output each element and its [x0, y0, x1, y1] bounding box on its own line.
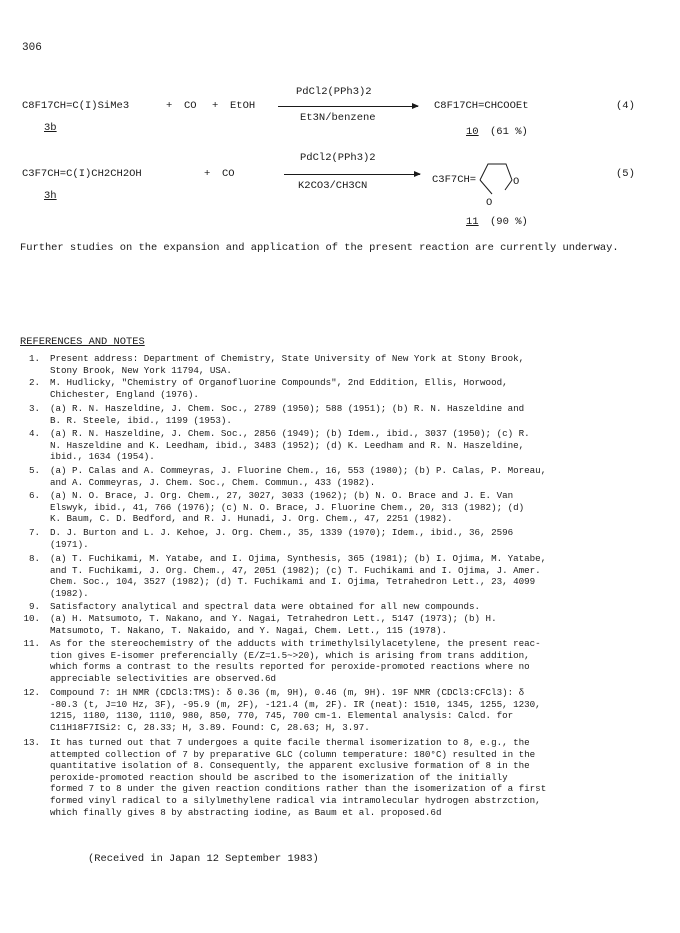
reaction5-catalyst: PdCl2(PPh3)2	[300, 152, 376, 164]
reference-text: Compound 7: 1H NMR (CDCl3:TMS): δ 0.36 (m, 9H), 0.46 (m, 9H). 19F NMR (CDCl3:CFCl3): δ -80.3 (t, J=10 Hz, 3F), -95.9 (m, 2F), -121.4 (m, 2F). IR (neat): 1510, 1345, 1255, 1230, 1215, 1180, 1130, 1110, 980, 850, 770, 745, 700 cm-1. Elemental analysis: Calcd. for C11H18F7ISi2: C, 28.33; H, 3.89. Found: C, 28.63; H, 3.97.	[50, 687, 541, 733]
reaction4-arrow	[278, 106, 418, 107]
reaction4-reactant-label: 3b	[44, 122, 57, 134]
reference-number: 2.	[28, 377, 40, 388]
closing-paragraph: Further studies on the expansion and application of the present reaction are currently underway.	[20, 242, 619, 254]
reference-number: 8.	[28, 553, 40, 564]
reaction5-reactant-label: 3h	[44, 190, 57, 202]
reference-number: 12.	[23, 687, 40, 698]
reference-text: D. J. Burton and L. J. Kehoe, J. Org. Chem., 35, 1339 (1970); Idem., ibid., 36, 2596 (1971).	[50, 527, 514, 550]
lactone-ring	[478, 158, 514, 204]
reaction4-product: C8F17CH=CHCOOEt	[434, 100, 529, 112]
reference-number: 3.	[28, 403, 40, 414]
reference-text: It has turned out that 7 undergoes a quite facile thermal isomerization to 8, e.g., the attempted collection of 7 by preparative GLC (column temperature: 180°C) resulted in the quantitative isolation of 8. Consequently, the apparent exclusive formation of 8 in the peroxide-promoted reaction should be ascribed to the isomerization of the initially formed 7 to 8 under the given reaction conditions rather than the isomerization of a first formed vinyl radical to a silylmethylene radical via intramolecular hydrogen abstrzction, which finally gives 8 by abstracting iodine, as Baum et al. proposed.6d	[50, 737, 547, 818]
lactone-carbonyl-oxygen: O	[486, 197, 493, 209]
page-number: 306	[22, 42, 42, 54]
reference-number: 5.	[28, 465, 40, 476]
reaction4-etoh: EtOH	[230, 100, 256, 112]
reference-text: (a) N. O. Brace, J. Org. Chem., 27, 3027, 3033 (1962); (b) N. O. Brace and J. E. Van Elswyk, ibid., 41, 766 (1976); (c) N. O. Brace, J. Fluorine Chem., 20, 313 (1982); (d) K. Baum, C. D. Bedford, and R. J. Hunadi, J. Org. Chem., 47, 2251 (1982).	[50, 490, 525, 525]
reference-number: 7.	[28, 527, 40, 538]
reaction4-conditions: Et3N/benzene	[300, 112, 376, 124]
reaction5-co: CO	[222, 168, 235, 180]
reference-number: 11.	[23, 638, 40, 649]
reaction5-product-label: 11	[466, 216, 479, 228]
reaction5-reactant: C3F7CH=C(I)CH2CH2OH	[22, 168, 142, 180]
reference-text: M. Hudlicky, "Chemistry of Organofluorine Compounds", 2nd Eddition, Ellis, Horwood, Chichester, England (1976).	[50, 377, 508, 400]
reference-number: 6.	[28, 490, 40, 501]
reference-text: (a) P. Calas and A. Commeyras, J. Fluorine Chem., 16, 553 (1980); (b) P. Calas, P. Moreau, and A. Commeyras, J. Chem. Soc., Chem. Commun., 433 (1982).	[50, 465, 547, 488]
reference-number: 1.	[28, 353, 40, 364]
reaction5-equation-number: (5)	[616, 168, 635, 180]
reaction4-plus-1: +	[166, 100, 173, 112]
reference-number: 4.	[28, 428, 40, 439]
reaction4-plus-2: +	[212, 100, 219, 112]
reference-text: (a) T. Fuchikami, M. Yatabe, and I. Ojima, Synthesis, 365 (1981); (b) I. Ojima, M. Yatabe, and T. Fuchikami, J. Org. Chem., 47, 2051 (1982); (c) T. Fuchikami and I. Ojima, J. Amer. Chem. Soc., 104, 3527 (1982); (d) T. Fuchikami and I. Ojima, Tetrahedron Lett., 23, 4099 (1982).	[50, 553, 547, 599]
reaction5-conditions: K2CO3/CH3CN	[298, 180, 368, 192]
reaction4-equation-number: (4)	[616, 100, 635, 112]
reference-text: As for the stereochemistry of the adducts with trimethylsilylacetylene, the present reac- tion gives E-isomer preferencially (E/Z=1.5~>20), which is arising from trans addition, which forms a contrast to the results reported for peroxide-promoted reactions where no appreciable selectivities are observed.6d	[50, 638, 541, 684]
references-heading: REFERENCES AND NOTES	[20, 336, 145, 348]
received-date: (Received in Japan 12 September 1983)	[88, 853, 319, 865]
reference-text: (a) H. Matsumoto, T. Nakano, and Y. Nagai, Tetrahedron Lett., 5147 (1973); (b) H. Matsumoto, T. Nakano, T. Nakaido, and Y. Nagai, Chem. Lett., 115 (1978).	[50, 613, 497, 636]
reaction4-yield: (61 %)	[490, 126, 528, 138]
reaction5-yield: (90 %)	[490, 216, 528, 228]
reaction4-catalyst: PdCl2(PPh3)2	[296, 86, 372, 98]
reaction4-product-label: 10	[466, 126, 479, 138]
reaction5-product-prefix: C3F7CH=	[432, 174, 477, 186]
reaction5-plus: +	[204, 168, 211, 180]
reaction4-reactant: C8F17CH=C(I)SiMe3	[22, 100, 130, 112]
reaction4-co: CO	[184, 100, 197, 112]
reference-number: 9.	[28, 601, 40, 612]
reference-text: Present address: Department of Chemistry, State University of New York at Stony Brook, Stony Brook, New York 11794, USA.	[50, 353, 525, 376]
reference-number: 10.	[23, 613, 40, 624]
reference-text: (a) R. N. Haszeldine, J. Chem. Soc., 2789 (1950); 588 (1951); (b) R. N. Haszeldine and B. R. Steele, ibid., 1199 (1953).	[50, 403, 525, 426]
reference-text: (a) R. N. Haszeldine, J. Chem. Soc., 2856 (1949); (b) Idem., ibid., 3037 (1950); (c) R. N. Haszeldine and K. Leedham, ibid., 3483 (1952); (d) K. Leedham and R. N. Haszeldine, ibid., 1634 (1954).	[50, 428, 530, 463]
reaction5-arrow	[284, 174, 420, 175]
lactone-ring-oxygen: O	[513, 176, 520, 188]
reference-number: 13.	[23, 737, 40, 748]
reference-text: Satisfactory analytical and spectral data were obtained for all new compounds.	[50, 601, 481, 612]
